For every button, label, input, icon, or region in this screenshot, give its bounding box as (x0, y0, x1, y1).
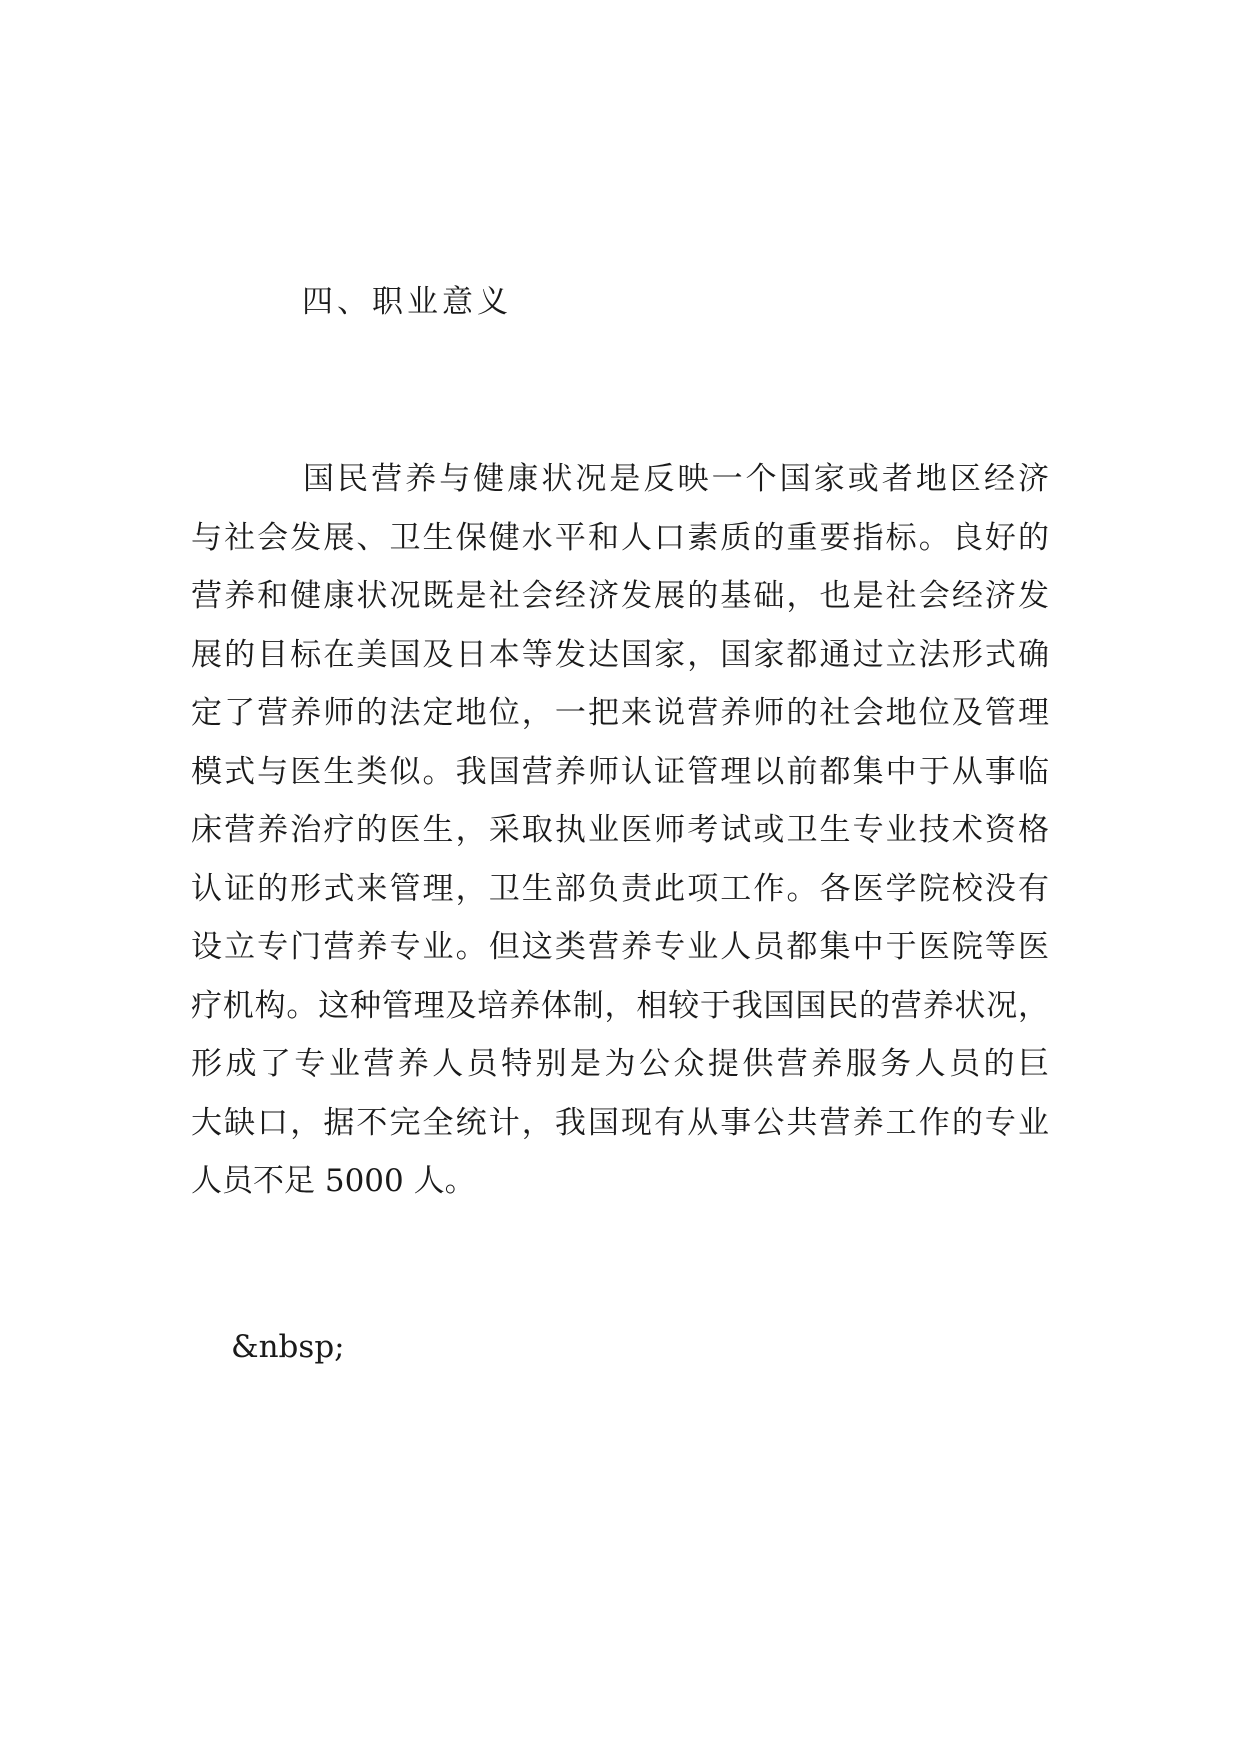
paragraph-line: 国民营养与健康状况是反映一个国家或者地区经济 (303, 461, 1049, 497)
paragraph-line: 人员不足 5000 人。 (191, 1163, 476, 1199)
paragraph-line: 定了营养师的法定地位，一把来说营养师的社会地位及管理 (191, 695, 1049, 731)
paragraph-line: 与社会发展、卫生保健水平和人口素质的重要指标。良好的 (191, 519, 1049, 556)
paragraph-line: 大缺口，据不完全统计，我国现有从事公共营养工作的专业 (191, 1104, 1049, 1141)
paragraph-line: 疗机构。这种管理及培养体制，相较于我国国民的营养状况， (191, 987, 1049, 1024)
body-paragraph (191, 450, 1049, 1211)
section-heading: 四、职业意义 (302, 284, 512, 320)
paragraph-line: 设立专门营养专业。但这类营养专业人员都集中于医院等医 (191, 929, 1049, 965)
paragraph-line: 模式与医生类似。我国营养师认证管理以前都集中于从事临 (191, 753, 1049, 790)
paragraph-line: 展的目标在美国及日本等发达国家，国家都通过立法形式确 (191, 636, 1049, 673)
paragraph-line: 认证的形式来管理，卫生部负责此项工作。各医学院校没有 (191, 870, 1049, 907)
paragraph-line: 床营养治疗的医生，采取执业医师考试或卫生专业技术资格 (191, 812, 1049, 848)
paragraph-line: 形成了专业营养人员特别是为公众提供营养服务人员的巨 (191, 1046, 1049, 1082)
trailing-entity-text: &nbsp; (231, 1329, 345, 1365)
paragraph-line: 营养和健康状况既是社会经济发展的基础，也是社会经济发 (191, 578, 1049, 614)
